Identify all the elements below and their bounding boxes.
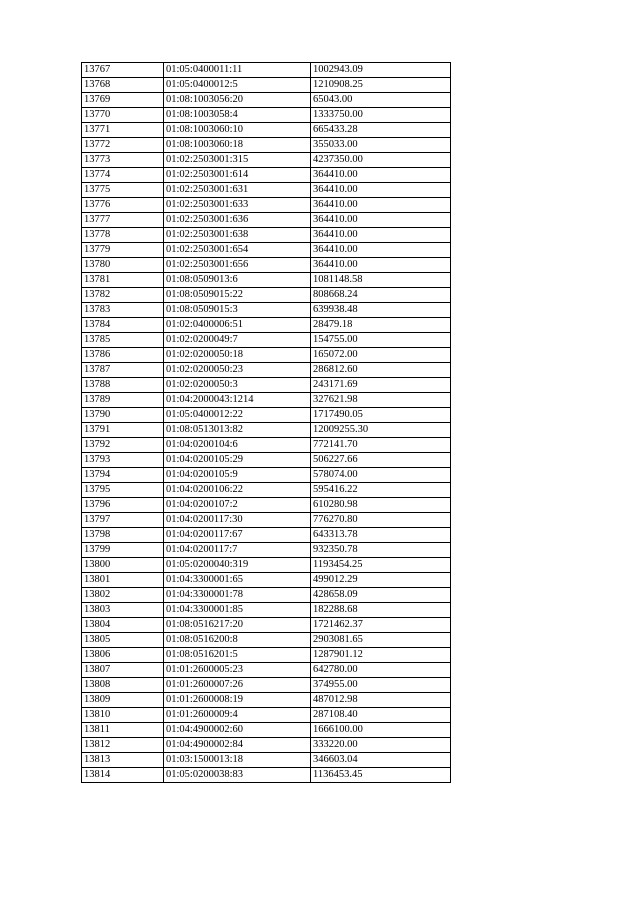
cadastral-number-cell: 01:04:0200105:29 xyxy=(164,453,311,468)
table-row xyxy=(82,498,451,513)
row-number-cell: 13809 xyxy=(82,693,164,708)
row-number-cell: 13786 xyxy=(82,348,164,363)
cadastral-number-cell: 01:04:0200117:30 xyxy=(164,513,311,528)
table-row xyxy=(82,318,451,333)
row-number-cell: 13812 xyxy=(82,738,164,753)
row-number-cell: 13797 xyxy=(82,513,164,528)
data-table xyxy=(81,62,451,783)
table-row xyxy=(82,153,451,168)
table-row xyxy=(82,663,451,678)
cadastral-number-cell: 01:04:4900002:84 xyxy=(164,738,311,753)
table-row xyxy=(82,573,451,588)
cadastral-number-cell: 01:08:1003058:4 xyxy=(164,108,311,123)
table-row xyxy=(82,618,451,633)
value-cell: 287108.40 xyxy=(311,708,451,723)
table-row xyxy=(82,558,451,573)
row-number-cell: 13808 xyxy=(82,678,164,693)
value-cell: 776270.80 xyxy=(311,513,451,528)
cadastral-number-cell: 01:02:2503001:315 xyxy=(164,153,311,168)
cadastral-number-cell: 01:01:2600005:23 xyxy=(164,663,311,678)
table-row xyxy=(82,693,451,708)
value-cell: 487012.98 xyxy=(311,693,451,708)
table-row xyxy=(82,108,451,123)
row-number-cell: 13772 xyxy=(82,138,164,153)
cadastral-number-cell: 01:03:1500013:18 xyxy=(164,753,311,768)
cadastral-number-cell: 01:02:2503001:656 xyxy=(164,258,311,273)
cadastral-number-cell: 01:01:2600008:19 xyxy=(164,693,311,708)
table-row xyxy=(82,483,451,498)
table-row xyxy=(82,273,451,288)
row-number-cell: 13779 xyxy=(82,243,164,258)
value-cell: 154755.00 xyxy=(311,333,451,348)
table-row xyxy=(82,588,451,603)
row-number-cell: 13784 xyxy=(82,318,164,333)
value-cell: 1081148.58 xyxy=(311,273,451,288)
cadastral-number-cell: 01:01:2600007:26 xyxy=(164,678,311,693)
row-number-cell: 13775 xyxy=(82,183,164,198)
table-row xyxy=(82,183,451,198)
table-row xyxy=(82,393,451,408)
row-number-cell: 13777 xyxy=(82,213,164,228)
table-row xyxy=(82,378,451,393)
value-cell: 364410.00 xyxy=(311,213,451,228)
value-cell: 595416.22 xyxy=(311,483,451,498)
table-row xyxy=(82,633,451,648)
row-number-cell: 13799 xyxy=(82,543,164,558)
row-number-cell: 13778 xyxy=(82,228,164,243)
table-row xyxy=(82,408,451,423)
row-number-cell: 13800 xyxy=(82,558,164,573)
row-number-cell: 13805 xyxy=(82,633,164,648)
cadastral-number-cell: 01:04:0200104:6 xyxy=(164,438,311,453)
value-cell: 364410.00 xyxy=(311,258,451,273)
row-number-cell: 13814 xyxy=(82,768,164,783)
row-number-cell: 13773 xyxy=(82,153,164,168)
value-cell: 1721462.37 xyxy=(311,618,451,633)
row-number-cell: 13771 xyxy=(82,123,164,138)
value-cell: 28479.18 xyxy=(311,318,451,333)
cadastral-number-cell: 01:08:0509013:6 xyxy=(164,273,311,288)
table-row xyxy=(82,78,451,93)
value-cell: 1666100.00 xyxy=(311,723,451,738)
value-cell: 808668.24 xyxy=(311,288,451,303)
row-number-cell: 13783 xyxy=(82,303,164,318)
row-number-cell: 13774 xyxy=(82,168,164,183)
value-cell: 499012.29 xyxy=(311,573,451,588)
table-row xyxy=(82,453,451,468)
cadastral-number-cell: 01:04:0200117:67 xyxy=(164,528,311,543)
value-cell: 364410.00 xyxy=(311,183,451,198)
cadastral-number-cell: 01:04:3300001:78 xyxy=(164,588,311,603)
row-number-cell: 13770 xyxy=(82,108,164,123)
table-row xyxy=(82,528,451,543)
row-number-cell: 13780 xyxy=(82,258,164,273)
table-row xyxy=(82,123,451,138)
value-cell: 642780.00 xyxy=(311,663,451,678)
cadastral-number-cell: 01:05:0200038:83 xyxy=(164,768,311,783)
cadastral-number-cell: 01:05:0400011:11 xyxy=(164,63,311,78)
value-cell: 643313.78 xyxy=(311,528,451,543)
table-row xyxy=(82,543,451,558)
row-number-cell: 13792 xyxy=(82,438,164,453)
value-cell: 243171.69 xyxy=(311,378,451,393)
row-number-cell: 13804 xyxy=(82,618,164,633)
value-cell: 1287901.12 xyxy=(311,648,451,663)
cadastral-number-cell: 01:02:0200050:18 xyxy=(164,348,311,363)
table-row xyxy=(82,603,451,618)
cadastral-number-cell: 01:08:1003060:18 xyxy=(164,138,311,153)
table-row xyxy=(82,438,451,453)
cadastral-number-cell: 01:08:0516200:8 xyxy=(164,633,311,648)
row-number-cell: 13811 xyxy=(82,723,164,738)
value-cell: 364410.00 xyxy=(311,243,451,258)
cadastral-number-cell: 01:02:2503001:636 xyxy=(164,213,311,228)
table-row xyxy=(82,198,451,213)
row-number-cell: 13785 xyxy=(82,333,164,348)
cadastral-number-cell: 01:02:2503001:633 xyxy=(164,198,311,213)
row-number-cell: 13769 xyxy=(82,93,164,108)
row-number-cell: 13788 xyxy=(82,378,164,393)
table-row xyxy=(82,288,451,303)
table-row xyxy=(82,723,451,738)
row-number-cell: 13781 xyxy=(82,273,164,288)
value-cell: 364410.00 xyxy=(311,168,451,183)
table-row xyxy=(82,93,451,108)
value-cell: 1333750.00 xyxy=(311,108,451,123)
value-cell: 2903081.65 xyxy=(311,633,451,648)
table-row xyxy=(82,243,451,258)
cadastral-number-cell: 01:05:0400012:5 xyxy=(164,78,311,93)
table-row xyxy=(82,303,451,318)
row-number-cell: 13790 xyxy=(82,408,164,423)
row-number-cell: 13798 xyxy=(82,528,164,543)
value-cell: 1136453.45 xyxy=(311,768,451,783)
value-cell: 639938.48 xyxy=(311,303,451,318)
row-number-cell: 13789 xyxy=(82,393,164,408)
row-number-cell: 13810 xyxy=(82,708,164,723)
cadastral-number-cell: 01:08:1003060:10 xyxy=(164,123,311,138)
value-cell: 1002943.09 xyxy=(311,63,451,78)
value-cell: 327621.98 xyxy=(311,393,451,408)
table-row xyxy=(82,333,451,348)
value-cell: 12009255.30 xyxy=(311,423,451,438)
cadastral-number-cell: 01:02:2503001:614 xyxy=(164,168,311,183)
cadastral-number-cell: 01:04:3300001:65 xyxy=(164,573,311,588)
value-cell: 286812.60 xyxy=(311,363,451,378)
value-cell: 364410.00 xyxy=(311,228,451,243)
value-cell: 1210908.25 xyxy=(311,78,451,93)
row-number-cell: 13793 xyxy=(82,453,164,468)
cadastral-number-cell: 01:02:0200050:3 xyxy=(164,378,311,393)
value-cell: 4237350.00 xyxy=(311,153,451,168)
value-cell: 1193454.25 xyxy=(311,558,451,573)
row-number-cell: 13813 xyxy=(82,753,164,768)
value-cell: 355033.00 xyxy=(311,138,451,153)
row-number-cell: 13782 xyxy=(82,288,164,303)
table-row xyxy=(82,258,451,273)
cadastral-number-cell: 01:08:0516217:20 xyxy=(164,618,311,633)
value-cell: 346603.04 xyxy=(311,753,451,768)
table-row xyxy=(82,678,451,693)
cadastral-number-cell: 01:04:0200105:9 xyxy=(164,468,311,483)
cadastral-number-cell: 01:04:4900002:60 xyxy=(164,723,311,738)
value-cell: 374955.00 xyxy=(311,678,451,693)
table-row xyxy=(82,228,451,243)
cadastral-number-cell: 01:01:2600009:4 xyxy=(164,708,311,723)
value-cell: 932350.78 xyxy=(311,543,451,558)
value-cell: 364410.00 xyxy=(311,198,451,213)
value-cell: 333220.00 xyxy=(311,738,451,753)
row-number-cell: 13801 xyxy=(82,573,164,588)
value-cell: 578074.00 xyxy=(311,468,451,483)
row-number-cell: 13768 xyxy=(82,78,164,93)
row-number-cell: 13794 xyxy=(82,468,164,483)
row-number-cell: 13807 xyxy=(82,663,164,678)
value-cell: 165072.00 xyxy=(311,348,451,363)
table-row xyxy=(82,63,451,78)
table-row xyxy=(82,138,451,153)
cadastral-number-cell: 01:04:0200107:2 xyxy=(164,498,311,513)
cadastral-number-cell: 01:04:0200106:22 xyxy=(164,483,311,498)
table-row xyxy=(82,513,451,528)
table-row xyxy=(82,738,451,753)
cadastral-number-cell: 01:02:2503001:638 xyxy=(164,228,311,243)
cadastral-number-cell: 01:08:1003056:20 xyxy=(164,93,311,108)
value-cell: 1717490.05 xyxy=(311,408,451,423)
cadastral-number-cell: 01:08:0509015:3 xyxy=(164,303,311,318)
row-number-cell: 13795 xyxy=(82,483,164,498)
cadastral-number-cell: 01:04:0200117:7 xyxy=(164,543,311,558)
row-number-cell: 13806 xyxy=(82,648,164,663)
cadastral-number-cell: 01:02:2503001:631 xyxy=(164,183,311,198)
cadastral-number-cell: 01:02:0200049:7 xyxy=(164,333,311,348)
row-number-cell: 13796 xyxy=(82,498,164,513)
row-number-cell: 13776 xyxy=(82,198,164,213)
value-cell: 428658.09 xyxy=(311,588,451,603)
value-cell: 772141.70 xyxy=(311,438,451,453)
value-cell: 610280.98 xyxy=(311,498,451,513)
row-number-cell: 13791 xyxy=(82,423,164,438)
table-row xyxy=(82,768,451,783)
cadastral-number-cell: 01:04:2000043:1214 xyxy=(164,393,311,408)
table-row xyxy=(82,648,451,663)
cadastral-number-cell: 01:08:0513013:82 xyxy=(164,423,311,438)
cadastral-number-cell: 01:02:0400006:51 xyxy=(164,318,311,333)
value-cell: 506227.66 xyxy=(311,453,451,468)
cadastral-number-cell: 01:02:0200050:23 xyxy=(164,363,311,378)
table-row xyxy=(82,468,451,483)
table-row xyxy=(82,363,451,378)
cadastral-number-cell: 01:08:0509015:22 xyxy=(164,288,311,303)
table-row xyxy=(82,213,451,228)
value-cell: 665433.28 xyxy=(311,123,451,138)
row-number-cell: 13802 xyxy=(82,588,164,603)
cadastral-number-cell: 01:04:3300001:85 xyxy=(164,603,311,618)
table-row xyxy=(82,753,451,768)
table-row xyxy=(82,348,451,363)
row-number-cell: 13787 xyxy=(82,363,164,378)
cadastral-number-cell: 01:05:0200040:319 xyxy=(164,558,311,573)
cadastral-number-cell: 01:02:2503001:654 xyxy=(164,243,311,258)
row-number-cell: 13803 xyxy=(82,603,164,618)
row-number-cell: 13767 xyxy=(82,63,164,78)
cadastral-number-cell: 01:08:0516201:5 xyxy=(164,648,311,663)
value-cell: 65043.00 xyxy=(311,93,451,108)
cadastral-number-cell: 01:05:0400012:22 xyxy=(164,408,311,423)
value-cell: 182288.68 xyxy=(311,603,451,618)
table-row xyxy=(82,708,451,723)
table-row xyxy=(82,168,451,183)
table-body xyxy=(82,63,451,783)
table-row xyxy=(82,423,451,438)
